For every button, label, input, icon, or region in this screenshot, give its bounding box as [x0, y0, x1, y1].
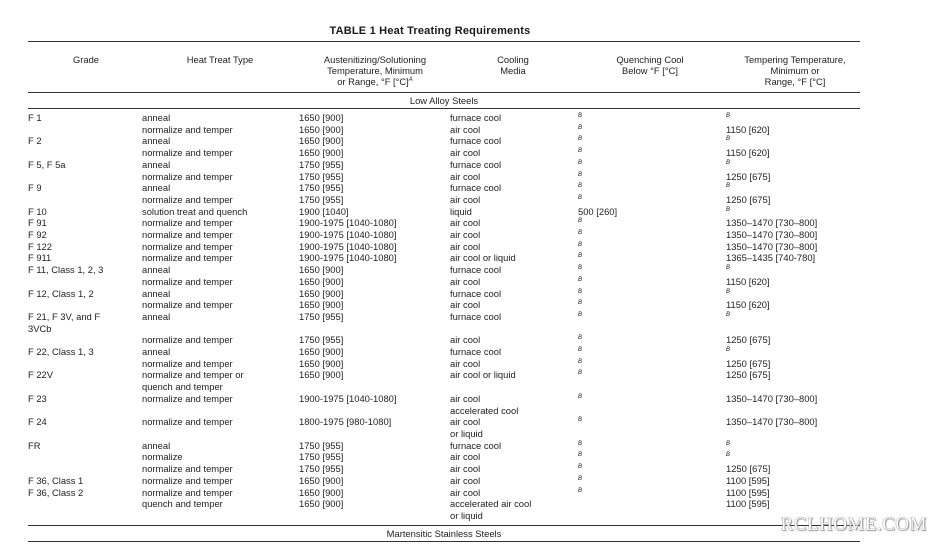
heat-treating-table	[28, 112, 860, 522]
heat-treat-type-cell: normalize	[142, 451, 183, 463]
quenching-cool-cell	[578, 393, 726, 416]
footnote-b: B	[578, 440, 583, 447]
temperature-cell: 1650 [900]	[299, 346, 344, 358]
table-row	[28, 241, 860, 253]
heat-treat-type-cell: normalize and temper	[142, 252, 233, 264]
heat-treat-type-cell: normalize and temper	[142, 275, 233, 287]
temperature-cell: 1750 [955]	[299, 170, 344, 182]
quenching-cool-cell	[578, 416, 726, 439]
temperature-cell: 1650 [900]	[299, 135, 344, 147]
cooling-media-cell: air cool	[450, 463, 481, 475]
footnote-b: B	[578, 265, 583, 272]
grade-cell: F 23	[28, 392, 47, 404]
footnote-b: B	[578, 475, 583, 482]
header-cooling-media-line-1: Cooling	[497, 54, 529, 65]
grade-cell	[28, 147, 142, 159]
cooling-media-cell: air cool	[450, 451, 481, 463]
heat-treat-type-cell: anneal	[142, 346, 171, 358]
cooling-media-cell	[450, 393, 578, 416]
footnote-b: B	[578, 253, 583, 260]
quenching-cool-cell	[578, 135, 726, 147]
footnote-b: B	[578, 311, 583, 318]
grade-cell: F 5, F 5a	[28, 158, 66, 170]
footnote-b: B	[578, 171, 583, 178]
cell-line: 3VCb	[28, 322, 52, 334]
quenching-cool-cell	[578, 112, 726, 124]
quenching-cool-cell	[578, 311, 726, 334]
quenching-cool-cell	[578, 487, 726, 499]
cooling-media-cell: furnace cool	[450, 158, 502, 170]
tempering-temperature-cell: 1100 [595]	[726, 486, 770, 498]
grade-cell: F 2	[28, 135, 42, 147]
grade-cell: F 12, Class 1, 2	[28, 287, 94, 299]
temperature-cell: 1650 [900]	[299, 147, 344, 159]
tempering-temperature-cell	[726, 112, 860, 124]
footnote-b: B	[726, 440, 731, 447]
header-heat-treat-type	[160, 54, 280, 65]
footnote-b: B	[726, 452, 731, 459]
footnote-b: B	[578, 124, 583, 131]
grade-cell	[28, 171, 142, 183]
heat-treat-type-cell: solution treat and quench	[142, 205, 248, 217]
table-title-text: TABLE 1 Heat Treating Requirements	[329, 25, 531, 37]
grade-cell: F 9	[28, 182, 42, 194]
quenching-cool-cell	[578, 299, 726, 311]
table-row	[28, 451, 860, 463]
grade-cell	[28, 451, 142, 463]
cooling-media-cell: furnace cool	[450, 346, 502, 358]
table-row	[28, 487, 860, 499]
temperature-cell: 1900 [1040]	[299, 205, 349, 217]
footnote-b: B	[578, 183, 583, 190]
tempering-temperature-cell	[726, 346, 860, 358]
temperature-cell: 1650 [900]	[299, 275, 344, 287]
temperature-cell: 1650 [900]	[299, 369, 344, 381]
tempering-temperature-cell: 1250 [675]	[726, 170, 771, 182]
table-row	[28, 217, 860, 229]
table-row	[28, 369, 860, 392]
heat-treat-type-cell: normalize and temper	[142, 240, 233, 252]
heat-treat-type-cell: normalize and temper	[142, 463, 233, 475]
footnote-b: B	[578, 230, 583, 237]
cooling-media-cell: air cool	[450, 147, 481, 159]
cooling-media-cell	[450, 498, 578, 521]
cooling-media-cell: furnace cool	[450, 112, 502, 123]
temperature-cell: 1650 [900]	[299, 357, 344, 369]
footnote-b: B	[578, 276, 583, 283]
table-row	[28, 147, 860, 159]
tempering-temperature-cell	[726, 159, 860, 171]
temperature-cell: 1800-1975 [980-1080]	[299, 416, 392, 428]
header-grade	[40, 54, 132, 65]
heat-treat-type-cell: normalize and temper	[142, 392, 233, 404]
temperature-cell: 1750 [955]	[299, 439, 344, 451]
header-cooling-media-line-2: Media	[500, 65, 526, 76]
heat-treat-type-cell: normalize and temper	[142, 357, 233, 369]
footnote-b: B	[578, 417, 583, 424]
cooling-media-cell: air cool	[450, 217, 481, 229]
cooling-media-cell: furnace cool	[450, 287, 502, 299]
tempering-temperature-cell: 1250 [675]	[726, 463, 771, 475]
grade-cell	[28, 498, 142, 521]
footnote-b: B	[726, 347, 731, 354]
quenching-cool-cell	[578, 217, 726, 229]
quenching-cool-cell	[578, 346, 726, 358]
table-row	[28, 416, 860, 439]
table-row	[28, 498, 860, 521]
heat-treat-type-cell: normalize and temper	[142, 147, 233, 159]
tempering-temperature-cell: 1250 [675]	[726, 369, 771, 381]
cooling-media-cell: air cool	[450, 275, 481, 287]
cooling-media-cell: air cool	[450, 357, 481, 369]
temperature-cell: 1650 [900]	[299, 299, 344, 311]
header-austenitizing-line-1: Austenitizing/Solutioning	[323, 54, 427, 65]
footnote-b: B	[726, 183, 731, 190]
grade-cell: F 10	[28, 205, 47, 217]
temperature-cell: 1900-1975 [1040-1080]	[299, 217, 397, 229]
heat-treat-type-cell: anneal	[142, 264, 171, 276]
table-row	[28, 276, 860, 288]
heat-treat-type-cell: normalize and temper	[142, 474, 233, 486]
footnote-b: B	[578, 113, 583, 119]
quenching-cool-cell	[578, 451, 726, 463]
footnote-b: B	[578, 452, 583, 459]
temperature-cell: 1750 [955]	[299, 451, 344, 463]
quenching-cool-cell	[578, 334, 726, 346]
heat-treat-type-cell: anneal	[142, 182, 171, 194]
table-row	[28, 393, 860, 416]
heat-treat-type-cell: normalize and temper	[142, 123, 233, 135]
footnote-b: B	[726, 311, 731, 318]
tempering-temperature-cell	[726, 182, 860, 194]
grade-cell: F 92	[28, 229, 47, 241]
tempering-temperature-cell: 1150 [620]	[726, 147, 770, 159]
temperature-cell: 1650 [900]	[299, 112, 344, 123]
header-quenching-cool	[590, 54, 710, 76]
temperature-cell: 1750 [955]	[299, 334, 344, 346]
tempering-temperature-cell: 1250 [675]	[726, 193, 771, 205]
temperature-cell: 1750 [955]	[299, 310, 344, 322]
heat-treat-type-cell: quench and temper	[142, 498, 223, 510]
cooling-media-cell: air cool	[450, 193, 481, 205]
quenching-cool-cell	[578, 229, 726, 241]
table-row	[28, 229, 860, 241]
table-row	[28, 135, 860, 147]
heat-treat-type-cell	[142, 369, 299, 392]
header-tempering-line-2: Minimum or	[770, 65, 820, 76]
tempering-temperature-cell	[726, 288, 860, 300]
table-title	[0, 25, 860, 37]
section-martensitic-stainless-steels	[28, 528, 860, 539]
tempering-temperature-cell: 1350–1470 [730–800]	[726, 416, 818, 428]
tempering-temperature-cell: 1150 [620]	[726, 123, 770, 135]
heat-treat-type-cell: normalize and temper	[142, 217, 233, 229]
footnote-b: B	[578, 370, 583, 377]
tempering-temperature-cell: 1100 [595]	[726, 498, 770, 510]
table-row	[28, 252, 860, 264]
footnote-b: B	[578, 194, 583, 201]
grade-cell: FR	[28, 439, 41, 451]
cooling-media-cell: air cool or liquid	[450, 252, 516, 264]
section-low-alloy-steels	[28, 95, 860, 106]
cooling-media-cell	[450, 416, 578, 439]
footnote-b: B	[578, 464, 583, 471]
cooling-media-cell: air cool or liquid	[450, 369, 516, 381]
temperature-cell: 1900-1975 [1040-1080]	[299, 229, 397, 241]
quenching-cool-cell	[578, 252, 726, 264]
temperature-cell: 1650 [900]	[299, 264, 344, 276]
temperature-cell: 1650 [900]	[299, 123, 344, 135]
quenching-cool-cell: 500 [260]	[578, 205, 618, 217]
cooling-media-cell: air cool	[450, 299, 481, 311]
cooling-media-cell: air cool	[450, 229, 481, 241]
table-row	[28, 334, 860, 346]
quenching-cool-cell	[578, 463, 726, 475]
quenching-cool-cell	[578, 171, 726, 183]
heat-treat-type-cell: anneal	[142, 158, 171, 170]
watermark: RCLHOME.COM	[780, 514, 927, 535]
table-row	[28, 264, 860, 276]
table-row	[28, 299, 860, 311]
quenching-cool-cell	[578, 276, 726, 288]
cooling-media-cell: furnace cool	[450, 439, 502, 451]
heat-treat-type-cell: anneal	[142, 439, 171, 451]
quenching-cool-cell	[578, 124, 726, 136]
header-quenching-cool-line-2: Below °F [°C]	[622, 65, 678, 76]
cell-line: quench and temper	[142, 381, 223, 393]
quenching-cool-cell	[578, 194, 726, 206]
footnote-b: B	[726, 159, 731, 166]
temperature-cell: 1750 [955]	[299, 193, 344, 205]
cooling-media-cell: air cool	[450, 486, 481, 498]
footnote-b: B	[578, 393, 583, 400]
temperature-cell: 1750 [955]	[299, 158, 344, 170]
tempering-temperature-cell	[726, 440, 860, 452]
cooling-media-cell: furnace cool	[450, 182, 502, 194]
quenching-cool-cell	[578, 440, 726, 452]
cooling-media-cell: furnace cool	[450, 310, 502, 322]
grade-cell: F 91	[28, 217, 47, 229]
temperature-cell: 1650 [900]	[299, 498, 344, 510]
quenching-cool-cell	[578, 288, 726, 300]
temperature-cell: 1750 [955]	[299, 182, 344, 194]
heat-treat-type-cell: normalize and temper	[142, 170, 233, 182]
section-martensitic-stainless-steels-text: Martensitic Stainless Steels	[386, 528, 502, 539]
heat-treat-type-cell: anneal	[142, 287, 171, 299]
section-rule-bottom	[28, 525, 860, 526]
header-cooling-media	[473, 54, 553, 76]
cell-line: air cool	[450, 416, 481, 428]
footnote-b: B	[726, 113, 731, 119]
table-row	[28, 171, 860, 183]
grade-cell	[28, 124, 142, 136]
quenching-cool-cell	[578, 159, 726, 171]
cell-line: accelerated air cool	[450, 498, 532, 510]
grade-cell	[28, 311, 142, 334]
footnote-b: B	[726, 206, 731, 213]
header-tempering	[725, 54, 865, 87]
temperature-cell: 1650 [900]	[299, 486, 344, 498]
table-row	[28, 358, 860, 370]
heat-treat-type-cell: normalize and temper	[142, 229, 233, 241]
quenching-cool-cell	[578, 498, 726, 521]
section-rule-top	[28, 108, 860, 109]
grade-cell: F 11, Class 1, 2, 3	[28, 264, 104, 276]
tempering-temperature-cell: 1350–1470 [730–800]	[726, 217, 818, 229]
header-rule	[28, 92, 860, 93]
header-austenitizing-line-3	[300, 76, 450, 87]
header-grade-text: Grade	[72, 54, 100, 65]
heat-treat-type-cell: normalize and temper	[142, 193, 233, 205]
footnote-b: B	[578, 288, 583, 295]
footnote-b: B	[578, 148, 583, 155]
table-row	[28, 182, 860, 194]
table-row	[28, 346, 860, 358]
quenching-cool-cell	[578, 264, 726, 276]
cooling-media-cell: furnace cool	[450, 264, 502, 276]
section-low-alloy-steels-text: Low Alloy Steels	[409, 95, 479, 106]
cell-line: accelerated cool	[450, 404, 519, 416]
footnote-b: B	[726, 288, 731, 295]
tempering-temperature-cell	[726, 264, 860, 276]
grade-cell: F 24	[28, 416, 47, 428]
cooling-media-cell: air cool	[450, 170, 481, 182]
quenching-cool-cell	[578, 475, 726, 487]
tempering-temperature-cell	[726, 451, 860, 463]
header-austenitizing	[300, 54, 450, 87]
quenching-cool-cell	[578, 358, 726, 370]
heat-treat-type-cell: normalize and temper	[142, 299, 233, 311]
footnote-b: B	[578, 335, 583, 342]
footnote-b: B	[578, 159, 583, 166]
grade-cell: F 1	[28, 112, 42, 123]
grade-cell	[28, 276, 142, 288]
cell-line: normalize and temper or	[142, 369, 244, 381]
temperature-cell: 1900-1975 [1040-1080]	[299, 392, 397, 404]
tempering-temperature-cell: 1365–1435 [740-780]	[726, 252, 816, 264]
table-body	[28, 112, 860, 522]
quenching-cool-cell	[578, 241, 726, 253]
table-row	[28, 440, 860, 452]
table-row	[28, 124, 860, 136]
heat-treat-type-cell: anneal	[142, 310, 171, 322]
grade-cell	[28, 194, 142, 206]
footnote-b: B	[726, 265, 731, 272]
tempering-temperature-cell: 1150 [620]	[726, 299, 770, 311]
quenching-cool-cell	[578, 369, 726, 392]
grade-cell	[28, 463, 142, 475]
tempering-temperature-cell	[726, 206, 860, 218]
temperature-cell: 1900-1975 [1040-1080]	[299, 240, 397, 252]
tempering-temperature-cell	[726, 311, 860, 334]
heat-treat-type-cell: normalize and temper	[142, 416, 233, 428]
table-row	[28, 112, 860, 124]
cell-line: F 21, F 3V, and F	[28, 310, 101, 322]
tempering-temperature-cell: 1350–1470 [730–800]	[726, 229, 818, 241]
table-row	[28, 288, 860, 300]
cell-line: air cool	[450, 392, 481, 404]
cooling-media-cell: air cool	[450, 240, 481, 252]
header-austenitizing-line-3-text: or Range, °F [°C]	[337, 76, 409, 87]
cooling-media-cell: air cool	[450, 123, 481, 135]
grade-cell: F 36, Class 1	[28, 474, 84, 486]
grade-cell: F 22V	[28, 369, 54, 381]
tempering-temperature-cell: 1250 [675]	[726, 334, 771, 346]
temperature-cell: 1650 [900]	[299, 287, 344, 299]
table-row	[28, 194, 860, 206]
grade-cell: F 122	[28, 240, 52, 252]
grade-cell: F 36, Class 2	[28, 486, 84, 498]
tempering-temperature-cell: 1350–1470 [730–800]	[726, 240, 818, 252]
quenching-cool-cell	[578, 147, 726, 159]
header-heat-treat-type-text: Heat Treat Type	[186, 54, 254, 65]
footnote-b: B	[578, 300, 583, 307]
cell-line: or liquid	[450, 509, 483, 521]
header-austenitizing-line-2: Temperature, Minimum	[327, 65, 423, 76]
quenching-cool-cell	[578, 182, 726, 194]
heat-treat-type-cell: anneal	[142, 112, 171, 123]
grade-cell	[28, 334, 142, 346]
table-row	[28, 475, 860, 487]
cell-line: or liquid	[450, 427, 483, 439]
table-row	[28, 311, 860, 334]
cooling-media-cell: air cool	[450, 474, 481, 486]
footnote-b: B	[578, 218, 583, 225]
cooling-media-cell: liquid	[450, 205, 472, 217]
footnote-b: B	[578, 241, 583, 248]
cooling-media-cell: air cool	[450, 334, 481, 346]
cooling-media-cell: furnace cool	[450, 135, 502, 147]
footnote-b: B	[578, 136, 583, 143]
table-row	[28, 206, 860, 218]
footnote-b: B	[578, 487, 583, 494]
grade-cell: F 22, Class 1, 3	[28, 346, 94, 358]
header-tempering-line-1: Tempering Temperature,	[744, 54, 846, 65]
heat-treat-type-cell: anneal	[142, 135, 171, 147]
heat-treat-type-cell: normalize and temper	[142, 334, 233, 346]
footnote-b: B	[578, 347, 583, 354]
tempering-temperature-cell: 1350–1470 [730–800]	[726, 392, 818, 404]
header-tempering-line-3: Range, °F [°C]	[764, 76, 826, 87]
temperature-cell: 1650 [900]	[299, 474, 344, 486]
temperature-cell: 1900-1975 [1040-1080]	[299, 252, 397, 264]
grade-cell	[28, 299, 142, 311]
table-row	[28, 463, 860, 475]
grade-cell: F 911	[28, 252, 52, 264]
tempering-temperature-cell: 1150 [620]	[726, 275, 770, 287]
footnote-b: B	[578, 358, 583, 365]
top-rule	[28, 41, 860, 42]
tempering-temperature-cell	[726, 135, 860, 147]
tempering-temperature-cell: 1250 [675]	[726, 357, 771, 369]
footnote-b: B	[726, 136, 731, 143]
temperature-cell: 1750 [955]	[299, 463, 344, 475]
header-austenitizing-footnote: A	[408, 77, 413, 83]
heat-treat-type-cell: normalize and temper	[142, 486, 233, 498]
grade-cell	[28, 358, 142, 370]
tempering-temperature-cell: 1100 [595]	[726, 474, 770, 486]
header-quenching-cool-line-1: Quenching Cool	[616, 54, 684, 65]
table-row	[28, 159, 860, 171]
section-rule-martensitic	[28, 541, 860, 542]
